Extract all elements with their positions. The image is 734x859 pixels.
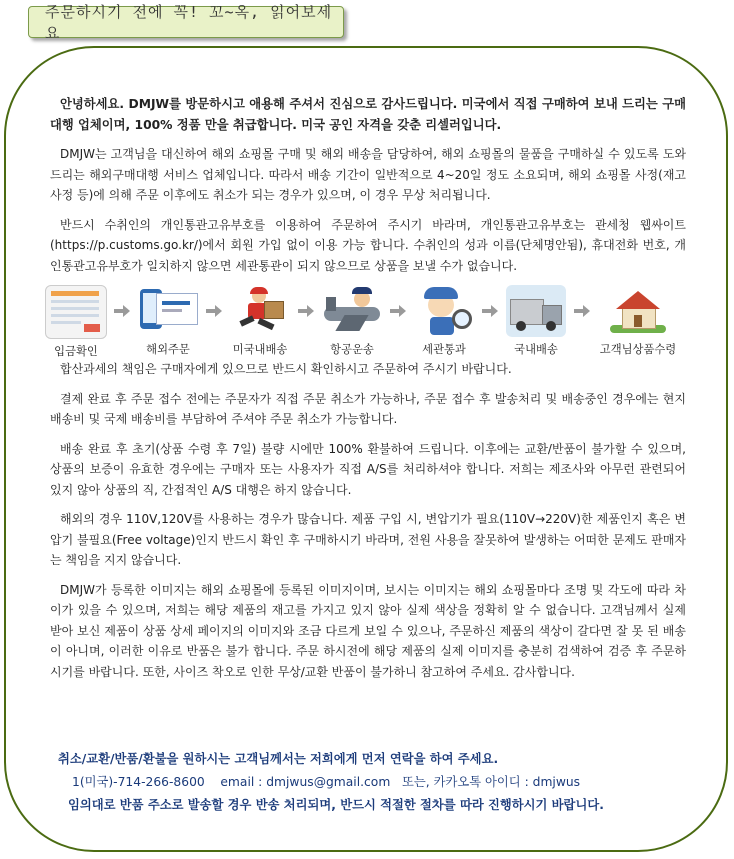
voltage-paragraph: 해외의 경우 110V,120V를 사용하는 경우가 많습니다. 제품 구입 시, 변압기가 필요(110V→220V)한 제품인지 혹은 변압기 불필요(Free voltage)인지 반드시 확인 후 구매하시기 바라며, 전원 사용을 잘못하여 발생하는 어떠한 문제도 판매자는 책임을 지지 않습니다. <box>50 512 686 567</box>
delivery-truck-icon <box>506 285 566 337</box>
flow-arrow-icon <box>298 305 314 317</box>
flow-step-label: 세관통과 <box>422 343 466 356</box>
delivery-runner-icon <box>230 285 290 337</box>
contact-footer <box>58 748 698 817</box>
online-order-icon <box>138 285 198 337</box>
airplane-icon <box>322 285 382 337</box>
flow-arrow-icon <box>574 305 590 317</box>
flow-step-label: 미국내배송 <box>232 343 288 356</box>
flow-step-customs <box>410 285 478 361</box>
refund-paragraph: 배송 완료 후 초기(상품 수령 후 7일) 불량 시에만 100% 환불하여 드립니다. 이후에는 교환/반품이 불가할 수 있으며, 상품의 보증이 유효한 경우에는 구매자 또는 사용자가 직접 A/S를 처리하셔야 합니다. 저희는 제조사와 아무런 관련되어 있지 않아 상품의 직, 간접적인 A/S 대행은 하지 않습니다. <box>50 441 686 497</box>
service-paragraph: DMJW는 고객님을 대신하여 해외 쇼핑몰 구매 및 해외 배송을 담당하여, 해외 쇼핑몰의 물품을 구매하실 수 있도록 도와 드리는 해외구매대행 서비스 업체입니다. 따라서 배송 기간이 일반적으로 4~20일 정도 소요되며, 해외 쇼핑몰 사정(재고 사정 등)에 의해 주문 이후에도 취소가 되는 경우가 있으며, 이 경우 무상 처리됩니다. <box>50 147 686 202</box>
flow-arrow-icon <box>114 305 130 317</box>
flow-step-air-transport <box>318 285 386 361</box>
flow-step-label: 항공운송 <box>330 343 374 356</box>
notice-title-tab <box>28 3 344 42</box>
notice-content <box>50 94 686 691</box>
notice-title: 주문하시기 전에 꼭! 꼬~옥, 읽어보세요 <box>45 3 333 42</box>
house-icon <box>608 285 668 337</box>
customs-officer-icon <box>414 285 474 337</box>
payment-screen-icon <box>45 285 107 339</box>
contact-info: 1(미국)-714-266-8600 email : dmjwus@gmail.com 또는, 카카오톡 아이디 : dmjwus <box>72 775 581 789</box>
image-disclaimer-paragraph: DMJW가 등록한 이미지는 해외 쇼핑몰에 등록된 이미지이며, 보시는 이미지는 해외 쇼핑몰마다 조명 및 각도에 따라 차이가 있을 수 있으며, 저희는 해당 제품의 재고를 가지고 있지 않아 실제 색상을 정확히 알 수 없습니다. 고객님께서 실제 받아 보신 제품이 상품 상세 페이지의 이미지와 조금 다르게 보일 수 있으나, 주문하신 제품의 색상이 갈다면 잘 못 된 배송이 아니며, 이러한 이유로 반품은 불가 합니다. 주문 하시전에 해당 제품의 실제 이미지를 충분히 검색하여 검증 후 주문하시기를 바랍니다. 또한, 사이즈 착오로 인한 무상/교환 반품이 불가하니 참고하여 주세요. 감사합니다. <box>50 582 686 679</box>
flow-arrow-icon <box>482 305 498 317</box>
footer-notice: 취소/교환/반품/환불을 원하시는 고객님께서는 저희에게 먼저 연락을 하여 주세요. <box>58 752 499 766</box>
flow-step-us-delivery <box>226 285 294 361</box>
flow-step-domestic-delivery <box>502 285 570 361</box>
flow-step-overseas-order <box>134 285 202 361</box>
flow-step-label: 입금확인 <box>54 345 98 358</box>
process-flow <box>42 285 702 357</box>
flow-arrow-icon <box>206 305 222 317</box>
intro-paragraph: 안녕하세요. DMJW를 방문하시고 애용해 주셔서 진심으로 감사드립니다. 미국에서 직접 구매하여 보내 드리는 구매대행 업체이며, 100% 정품 만을 취급합니다. 미국 공인 자격을 갖춘 리셀러입니다. <box>50 97 686 132</box>
footer-warning: 임의대로 반품 주소로 발송할 경우 반송 처리되며, 반드시 적절한 절차를 따라 진행하시기 바랍니다. <box>68 798 604 812</box>
flow-step-receipt <box>598 285 678 361</box>
flow-step-label: 고객님상품수령 <box>599 343 677 356</box>
flow-step-label: 해외주문 <box>146 343 190 356</box>
flow-step-payment <box>42 285 110 363</box>
flow-arrow-icon <box>390 305 406 317</box>
customs-code-paragraph: 반드시 수취인의 개인통관고유부호를 이용하여 주문하여 주시기 바라며, 개인통관고유부호는 관세청 웹싸이트(https://p.customs.go.kr/)에서 회원 가입 없이 이용 가능 합니다. 수취인의 성과 이름(단체명안됨), 휴대전화 번호, 개인통관고유부호가 일치하지 않으면 세관통관이 되지 않으므로 상품을 보낼 수가 없습니다. <box>50 217 686 273</box>
flow-step-label: 국내배송 <box>514 343 558 356</box>
cancellation-paragraph: 결제 완료 후 주문 접수 전에는 주문자가 직접 주문 취소가 가능하나, 주문 접수 후 발송처리 및 배송중인 경우에는 현지 배송비 및 국제 배송비를 부담하여 주셔야 주문 취소가 가능합니다. <box>50 391 686 426</box>
combined-tax-paragraph: 합산과세의 책임은 구매자에게 있으므로 반드시 확인하시고 주문하여 주시기 바랍니다. <box>60 362 512 376</box>
